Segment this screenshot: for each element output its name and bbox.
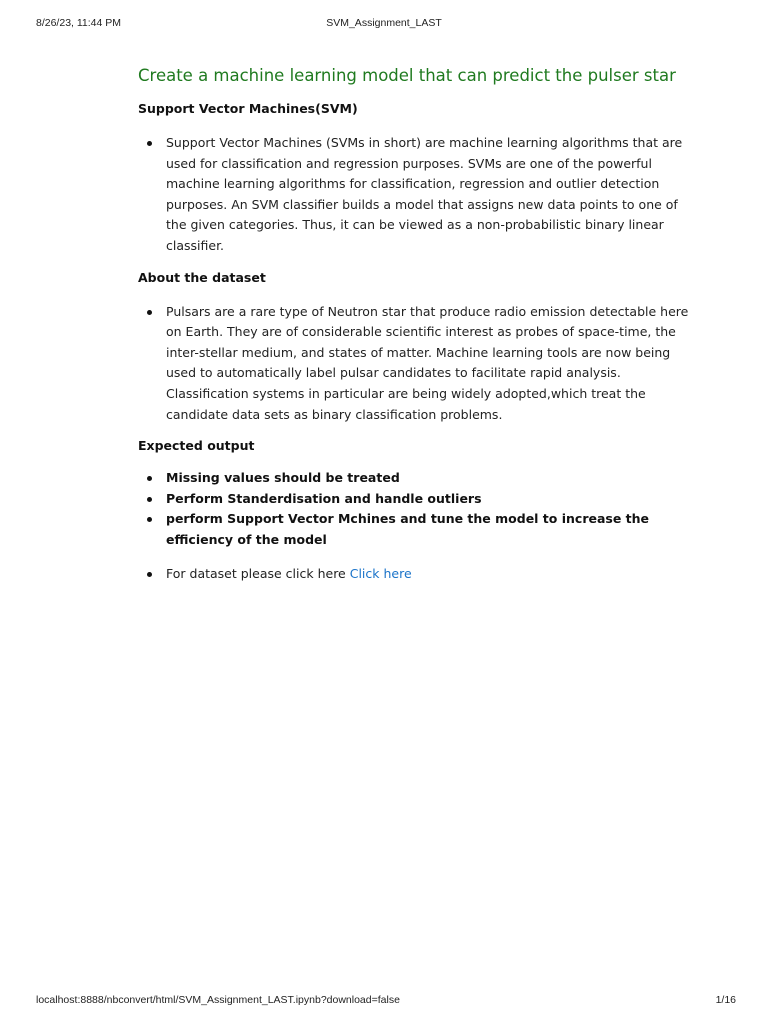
list-item — [138, 302, 698, 426]
page-title: Create a machine learning model that can predict the pulser star — [138, 66, 676, 85]
notebook-content — [138, 66, 698, 584]
output-item-missing-values: Missing values should be treated — [166, 470, 400, 486]
heading-svm: Support Vector Machines(SVM) — [138, 101, 358, 116]
svm-list — [138, 133, 698, 257]
print-datetime: 8/26/23, 11:44 PM — [36, 17, 122, 29]
list-item — [138, 509, 698, 550]
svm-description: Support Vector Machines (SVMs in short) are machine learning algorithms that are used for classification and regression purposes. SVMs are one of the powerful machine learning algorithms for classification, regression and outlier detection purposes. An SVM classifier builds a model that assigns new data points to one of the given categories. Thus, it can be viewed as a non-probabilistic binary linear classifier. — [166, 135, 683, 253]
heading-expected-output: Expected output — [138, 438, 255, 454]
print-url: localhost:8888/nbconvert/html/SVM_Assignment_LAST.ipynb?download=false — [36, 994, 400, 1006]
output-item-standardisation: Perform Standerdisation and handle outliers — [166, 490, 482, 506]
bullet-icon — [147, 572, 152, 577]
bullet-icon — [147, 497, 152, 502]
list-item — [138, 489, 698, 510]
print-footer — [36, 994, 736, 1008]
bullet-icon — [147, 517, 152, 522]
list-item — [138, 468, 698, 489]
page-number: 1/16 — [715, 994, 736, 1006]
dataset-list — [138, 302, 698, 426]
print-header — [36, 17, 732, 31]
bullet-icon — [147, 476, 152, 481]
dataset-link-prefix: For dataset please click here — [166, 565, 350, 581]
bullet-icon — [147, 310, 152, 315]
print-doc-title: SVM_Assignment_LAST — [326, 17, 442, 29]
dataset-link[interactable]: Click here — [349, 565, 412, 581]
expected-output-list — [138, 468, 698, 550]
heading-about-dataset: About the dataset — [138, 269, 266, 285]
bullet-icon — [147, 141, 152, 146]
dataset-link-list — [138, 564, 698, 585]
list-item — [138, 564, 698, 585]
output-item-svm-tuning: perform Support Vector Mchines and tune the model to increase the efficiency of the model — [166, 511, 650, 547]
list-item — [138, 133, 698, 257]
dataset-description: Pulsars are a rare type of Neutron star that produce radio emission detectable here on Earth. They are of considerable scientific interest as probes of space-time, the inter-stellar medium, and states of matter. Machine learning tools are now being used to automatically label pulsar candidates to facilitate rapid analysis. Classification systems in particular are being widely adopted,which treat the candidate data sets as binary classification problems. — [166, 303, 689, 422]
